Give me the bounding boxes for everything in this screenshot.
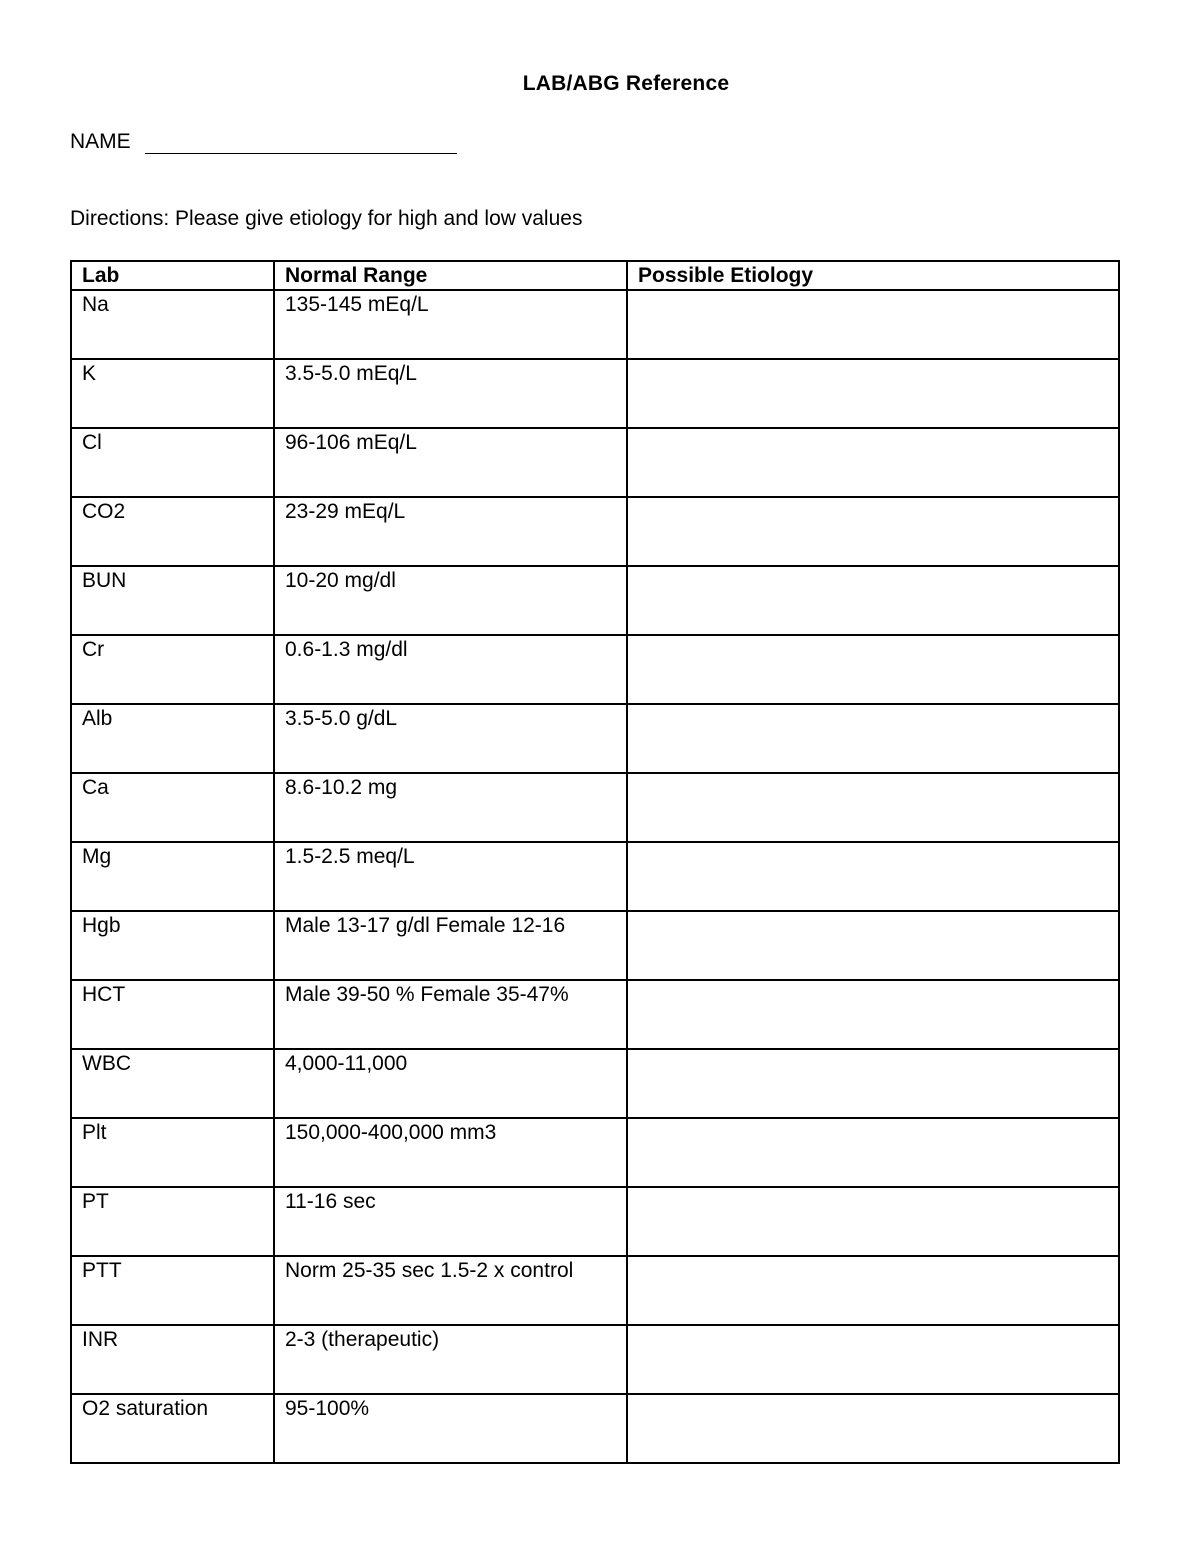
possible-etiology-cell[interactable] (627, 842, 1119, 911)
lab-name-cell: PTT (71, 1256, 274, 1325)
table-row (71, 497, 1119, 566)
possible-etiology-cell[interactable] (627, 635, 1119, 704)
normal-range-cell: 23-29 mEq/L (274, 497, 627, 566)
lab-name-cell: Cl (71, 428, 274, 497)
lab-name-cell: Na (71, 290, 274, 359)
normal-range-cell: 1.5-2.5 meq/L (274, 842, 627, 911)
lab-name-cell: Hgb (71, 911, 274, 980)
normal-range-cell: 3.5-5.0 g/dL (274, 704, 627, 773)
table-row (71, 1394, 1119, 1463)
name-blank-line[interactable] (145, 131, 457, 154)
name-row (70, 126, 457, 154)
table-header-row (71, 261, 1119, 290)
normal-range-cell: 0.6-1.3 mg/dl (274, 635, 627, 704)
directions-text: Directions: Please give etiology for high and low values (70, 207, 583, 230)
table-row (71, 704, 1119, 773)
lab-reference-table (70, 260, 1120, 1464)
possible-etiology-cell[interactable] (627, 428, 1119, 497)
normal-range-cell: 8.6-10.2 mg (274, 773, 627, 842)
column-header-normal-range: Normal Range (274, 261, 627, 290)
possible-etiology-cell[interactable] (627, 1394, 1119, 1463)
lab-name-cell: CO2 (71, 497, 274, 566)
lab-name-cell: Alb (71, 704, 274, 773)
table-row (71, 1049, 1119, 1118)
normal-range-cell: 135-145 mEq/L (274, 290, 627, 359)
table-row (71, 980, 1119, 1049)
normal-range-cell: Norm 25-35 sec 1.5-2 x control (274, 1256, 627, 1325)
table-row (71, 1325, 1119, 1394)
possible-etiology-cell[interactable] (627, 980, 1119, 1049)
lab-name-cell: O2 saturation (71, 1394, 274, 1463)
normal-range-cell: 3.5-5.0 mEq/L (274, 359, 627, 428)
lab-name-cell: HCT (71, 980, 274, 1049)
lab-name-cell: Ca (71, 773, 274, 842)
table-body (71, 290, 1119, 1463)
possible-etiology-cell[interactable] (627, 1256, 1119, 1325)
lab-name-cell: BUN (71, 566, 274, 635)
lab-name-cell: Plt (71, 1118, 274, 1187)
normal-range-cell: Male 13-17 g/dl Female 12-16 (274, 911, 627, 980)
table-row (71, 842, 1119, 911)
normal-range-cell: 96-106 mEq/L (274, 428, 627, 497)
table-row (71, 359, 1119, 428)
lab-name-cell: INR (71, 1325, 274, 1394)
table-row (71, 566, 1119, 635)
possible-etiology-cell[interactable] (627, 1325, 1119, 1394)
possible-etiology-cell[interactable] (627, 911, 1119, 980)
table-row (71, 635, 1119, 704)
possible-etiology-cell[interactable] (627, 290, 1119, 359)
table-row (71, 1187, 1119, 1256)
possible-etiology-cell[interactable] (627, 1049, 1119, 1118)
name-label: NAME (70, 130, 131, 153)
possible-etiology-cell[interactable] (627, 1118, 1119, 1187)
lab-name-cell: Mg (71, 842, 274, 911)
possible-etiology-cell[interactable] (627, 566, 1119, 635)
table-row (71, 773, 1119, 842)
table-row (71, 428, 1119, 497)
normal-range-cell: 2-3 (therapeutic) (274, 1325, 627, 1394)
page-title: LAB/ABG Reference (522, 72, 730, 95)
column-header-possible-etiology: Possible Etiology (627, 261, 1119, 290)
possible-etiology-cell[interactable] (627, 704, 1119, 773)
table-row (71, 911, 1119, 980)
normal-range-cell: 150,000-400,000 mm3 (274, 1118, 627, 1187)
table-row (71, 1256, 1119, 1325)
lab-name-cell: PT (71, 1187, 274, 1256)
normal-range-cell: 4,000-11,000 (274, 1049, 627, 1118)
possible-etiology-cell[interactable] (627, 359, 1119, 428)
normal-range-cell: Male 39-50 % Female 35-47% (274, 980, 627, 1049)
lab-name-cell: Cr (71, 635, 274, 704)
table-row (71, 1118, 1119, 1187)
possible-etiology-cell[interactable] (627, 497, 1119, 566)
lab-name-cell: K (71, 359, 274, 428)
possible-etiology-cell[interactable] (627, 773, 1119, 842)
normal-range-cell: 10-20 mg/dl (274, 566, 627, 635)
column-header-lab: Lab (71, 261, 274, 290)
table-row (71, 290, 1119, 359)
normal-range-cell: 95-100% (274, 1394, 627, 1463)
normal-range-cell: 11-16 sec (274, 1187, 627, 1256)
possible-etiology-cell[interactable] (627, 1187, 1119, 1256)
lab-name-cell: WBC (71, 1049, 274, 1118)
